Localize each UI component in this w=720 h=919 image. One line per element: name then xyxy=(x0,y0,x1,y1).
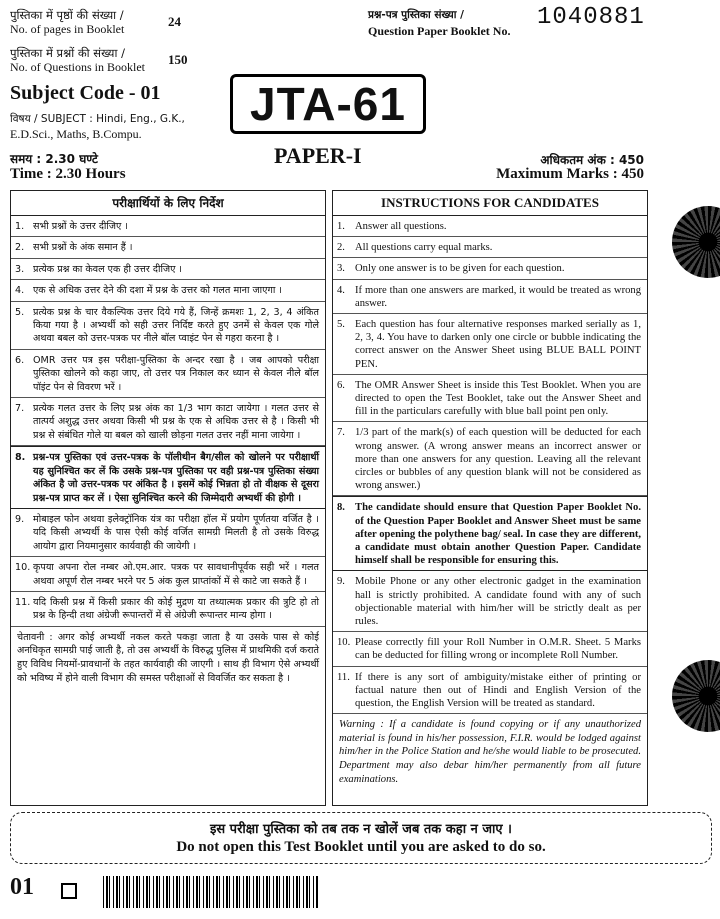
subject-line-1: विषय / SUBJECT : Hindi, Eng., G.K., xyxy=(10,113,185,125)
pages-label-hi: पुस्तिका में पृष्ठों की संख्या / xyxy=(10,8,124,22)
time-en: Time : 2.30 Hours xyxy=(10,166,126,182)
english-instructions-title: INSTRUCTIONS FOR CANDIDATES xyxy=(333,191,647,216)
list-item: 9. Mobile Phone or any other electronic gadget in the examination hall is strictly prohibited. A candidate found with any of such objectionable material with him/her will be strictly dealt as per rules. xyxy=(333,571,647,632)
qpb-number: 1040881 xyxy=(537,4,645,31)
list-item: 10. Please correctly fill your Roll Number in O.M.R. Sheet. 5 Marks can be deducted for filling wrong or incomplete Roll Number. xyxy=(333,632,647,666)
paper-code-box: JTA-61 xyxy=(230,74,426,134)
list-item: 8. The candidate should ensure that Question Paper Booklet No. of the Question Paper Booklet and Answer Sheet must be same after opening the polythene bag/ seal. In case they are different, a candidate must obtain another Question Paper. Candidate himself shall be responsible for ensuring this. xyxy=(333,496,647,571)
qpb-label-hi: प्रश्न-पत्र पुस्तिका संख्या / xyxy=(368,9,464,21)
questions-label-hi: पुस्तिका में प्रश्नों की संख्या / xyxy=(10,46,125,60)
marks-hi: अधिकतम अंक : 450 xyxy=(540,153,644,167)
list-item: 6. OMR उत्तर पत्र इस परीक्षा-पुस्तिका के अन्दर रखा है । जब आपको परीक्षा पुस्तिका खोलने को कहा जाए, तो उत्तर पत्र निकाल कर ध्यान से केवल नीले बॉल पॉइंट पेन से विवरण भरें । xyxy=(11,350,325,398)
list-item: 4. एक से अधिक उत्तर देने की दशा में प्रश्न के उत्तर को गलत माना जाएगा । xyxy=(11,280,325,301)
questions-label-en: No. of Questions in Booklet xyxy=(10,60,145,74)
list-item: 11. If there is any sort of ambiguity/mistake either of printing or factual nature then out of Hindi and English Version of the question, the English Version will be treated as standard. xyxy=(333,667,647,715)
hindi-instructions-panel xyxy=(10,190,326,806)
list-item: 2. All questions carry equal marks. xyxy=(333,237,647,258)
perforation-mark-icon xyxy=(672,660,720,732)
paper-title: PAPER-I xyxy=(274,143,362,168)
barcode xyxy=(103,876,318,908)
list-item: 2. सभी प्रश्नों के अंक समान हैं । xyxy=(11,237,325,258)
list-item: 11. यदि किसी प्रश्न में किसी प्रकार की कोई मुद्रण या तथ्यात्मक प्रकार की त्रुटि हो तो प्रश्न के हिन्दी तथा अंग्रेजी रूपान्तरों में से अंग्रेजी रूपान्तर मान्य होगा । xyxy=(11,592,325,627)
footer-code: 01 xyxy=(10,874,34,900)
list-item: 9. मोबाइल फोन अथवा इलेक्ट्रॉनिक यंत्र का परीक्षा हॉल में प्रयोग पूर्णतया वर्जित है । यदि किसी अभ्यर्थी के पास ऐसी कोई वर्जित सामग्री मिलती है तो उसके विरुद्ध आयोग द्वारा नियमानुसार कार्यवाही की जायेगी । xyxy=(11,509,325,557)
do-not-open-notice xyxy=(10,812,712,864)
perforation-mark-icon xyxy=(672,206,720,278)
time-hi: समय : 2.30 घण्टे xyxy=(10,152,98,166)
qpb-label-en: Question Paper Booklet No. xyxy=(368,24,511,38)
hindi-warning: चेतावनी : अगर कोई अभ्यर्थी नकल करते पकड़ा जाता है या उसके पास से कोई अनधिकृत सामग्री पाई जाती है, तो उस अभ्यर्थी के विरुद्ध पुलिस में प्राथमिकी दर्ज कराते हुए विविध नियमों-प्रावधानों के तहत कार्यवाही की जाएगी । साथ ही विभाग ऐसे अभ्यर्थी को भविष्य में होने वाली विभाग की समस्त परीक्षाओं से विवर्जित कर सकता है । xyxy=(17,631,319,684)
list-item: 3. प्रत्येक प्रश्न का केवल एक ही उत्तर दीजिए । xyxy=(11,259,325,280)
pages-value: 24 xyxy=(168,14,181,29)
list-item: 8. प्रश्न-पत्र पुस्तिका एवं उत्तर-पत्रक के पॉलीथीन बैग/सील को खोलने पर परीक्षार्थी यह सुनिश्चित कर लें कि उसके प्रश्न-पत्र पुस्तिका पर वही प्रश्न-पत्र पुस्तिका संख्या अंकित है जो उत्तर-पत्रक पर अंकित है । इसमें कोई भिन्नता हो तो वीक्षक से दूसरा प्रश्न-पत्र प्राप्त कर लें । ऐसा सुनिश्चित करने की जिम्मेदारी अभ्यर्थी की होगी । xyxy=(11,446,325,509)
list-item: 7. प्रत्येक गलत उत्तर के लिए प्रश्न अंक का 1/3 भाग काटा जायेगा । गलत उत्तर से तात्पर्य अशुद्ध उत्तर अथवा किसी भी प्रश्न के एक से अधिक उत्तर से है । किसी भी प्रश्न से संबंधित गोले या बबल को खाली छोड़ना गलत उत्तर नहीं माना जायेगा । xyxy=(11,398,325,446)
notice-hi: इस परीक्षा पुस्तिका को तब तक न खोलें जब तक कहा न जाए । xyxy=(209,822,512,837)
list-item: 3. Only one answer is to be given for each question. xyxy=(333,258,647,279)
list-item: 6. The OMR Answer Sheet is inside this Test Booklet. When you are directed to open the Test Booklet, take out the Answer Sheet and fill in the particulars carefully with blue ball point pen only. xyxy=(333,375,647,423)
english-instructions-panel xyxy=(332,190,648,806)
list-item: 1. Answer all questions. xyxy=(333,216,647,237)
square-box-icon xyxy=(61,883,77,899)
subject-code: Subject Code - 01 xyxy=(10,82,161,104)
list-item: 5. प्रत्येक प्रश्न के चार वैकल्पिक उत्तर दिये गये हैं, जिन्हें क्रमशः 1, 2, 3, 4 अंकित किया गया है । अभ्यर्थी को सही उत्तर निर्दिष्ट करते हुए उनमें से केवल एक गोले अथवा बबल को उत्तर-पत्रक पर नीले बॉल प्वाइंट पेन से गहरा करना है । xyxy=(11,302,325,350)
hindi-instructions-title: परीक्षार्थियों के लिए निर्देश xyxy=(11,191,325,216)
questions-value: 150 xyxy=(168,52,188,67)
list-item: 10. कृपया अपना रोल नम्बर ओ.एम.आर. पत्रक पर सावधानीपूर्वक सही भरें । गलत अथवा अपूर्ण रोल नम्बर भरने पर 5 अंक कुल प्राप्तांकों में से काटे जा सकते हैं । xyxy=(11,557,325,592)
list-item: 1. सभी प्रश्नों के उत्तर दीजिए । xyxy=(11,216,325,237)
notice-en: Do not open this Test Booklet until you are asked to do so. xyxy=(176,839,546,855)
list-item: 7. 1/3 part of the mark(s) of each question will be deducted for each wrong answer. (A wrong answer means an incorrect answer or more than one answers for any question. Leaving all the relevant circles or bubbles of any question blank will not be considered as wrong answer.) xyxy=(333,422,647,496)
marks-en: Maximum Marks : 450 xyxy=(496,166,644,182)
list-item: 5. Each question has four alternative responses marked serially as 1, 2, 3, 4. You have to darken only one circle or bubble indicating the correct answer on the Answer Sheet using BLUE BALL POINT PEN. xyxy=(333,314,647,375)
subject-line-2: E.D.Sci., Maths, B.Compu. xyxy=(10,127,142,141)
english-warning: Warning : If a candidate is found copying or if any unauthorized material is found in his/her possession, F.I.R. would be lodged against him/her in the Police Station and he/she would liable to be prosecuted. Department may also debar him/her permanently from all future examinations. xyxy=(339,719,641,785)
pages-label-en: No. of pages in Booklet xyxy=(10,22,125,36)
list-item: 4. If more than one answers are marked, it would be treated as wrong answer. xyxy=(333,280,647,314)
